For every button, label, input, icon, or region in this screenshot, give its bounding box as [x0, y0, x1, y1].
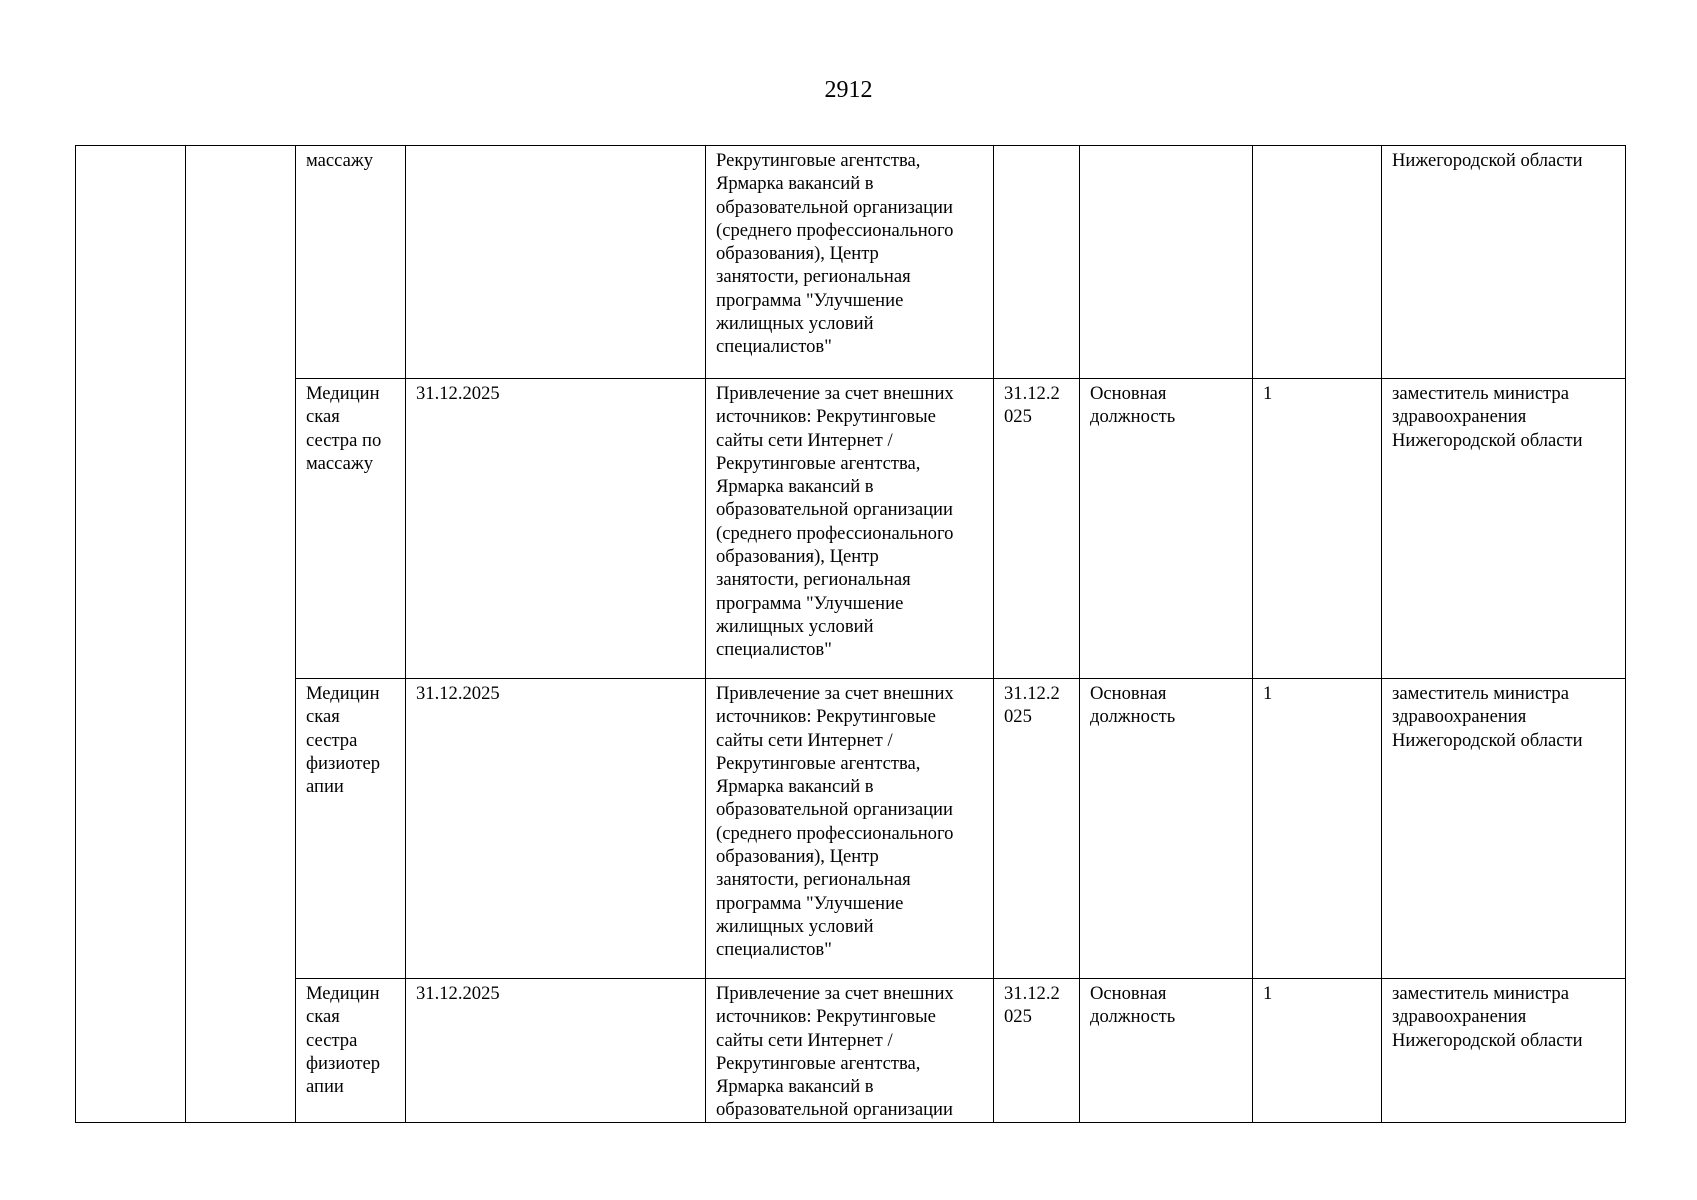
page-number: 2912 [824, 77, 873, 103]
position-type-cell [1080, 146, 1253, 379]
table-row [76, 679, 1626, 979]
date-cell [994, 146, 1080, 379]
deadline-cell: 31.12.2025 [406, 979, 706, 1123]
date-cell: 31.12.2 025 [994, 679, 1080, 979]
position-cell: Медицин ская сестра физиотер апии [296, 679, 406, 979]
staffing-table [75, 145, 1626, 1123]
responsible-cell: заместитель министра здравоохранения Нижегородской области [1382, 679, 1626, 979]
position-cell: Медицин ская сестра физиотер апии [296, 979, 406, 1123]
method-cell: Привлечение за счет внешних источников: Рекрутинговые сайты сети Интернет / Рекрутинговые агентства, Ярмарка вакансий в образовательной организации [706, 979, 994, 1123]
position-type-cell: Основная должность [1080, 979, 1253, 1123]
table-row [76, 146, 1626, 379]
empty-cell-col1 [76, 146, 186, 1123]
method-cell: Рекрутинговые агентства, Ярмарка вакансий в образовательной организации (среднего профессионального образования), Центр занятости, региональная программа "Улучшение жилищных условий специалистов" [706, 146, 994, 379]
deadline-cell: 31.12.2025 [406, 379, 706, 679]
table-row [76, 379, 1626, 679]
count-cell: 1 [1253, 679, 1382, 979]
position-type-cell: Основная должность [1080, 379, 1253, 679]
date-cell: 31.12.2 025 [994, 379, 1080, 679]
position-cell: Медицин ская сестра по массажу [296, 379, 406, 679]
responsible-cell: заместитель министра здравоохранения Нижегородской области [1382, 979, 1626, 1123]
deadline-cell: 31.12.2025 [406, 679, 706, 979]
position-type-cell: Основная должность [1080, 679, 1253, 979]
empty-cell-col2 [186, 146, 296, 1123]
method-cell: Привлечение за счет внешних источников: Рекрутинговые сайты сети Интернет / Рекрутинговые агентства, Ярмарка вакансий в образовательной организации (среднего профессионального образования), Центр занятости, региональная программа "Улучшение жилищных условий специалистов" [706, 679, 994, 979]
count-cell: 1 [1253, 379, 1382, 679]
count-cell [1253, 146, 1382, 379]
date-cell: 31.12.2 025 [994, 979, 1080, 1123]
responsible-cell: заместитель министра здравоохранения Нижегородской области [1382, 379, 1626, 679]
table-row [76, 979, 1626, 1123]
method-cell: Привлечение за счет внешних источников: Рекрутинговые сайты сети Интернет / Рекрутинговые агентства, Ярмарка вакансий в образовательной организации (среднего профессионального образования), Центр занятости, региональная программа "Улучшение жилищных условий специалистов" [706, 379, 994, 679]
responsible-cell: Нижегородской области [1382, 146, 1626, 379]
count-cell: 1 [1253, 979, 1382, 1123]
position-cell: массажу [296, 146, 406, 379]
deadline-cell [406, 146, 706, 379]
